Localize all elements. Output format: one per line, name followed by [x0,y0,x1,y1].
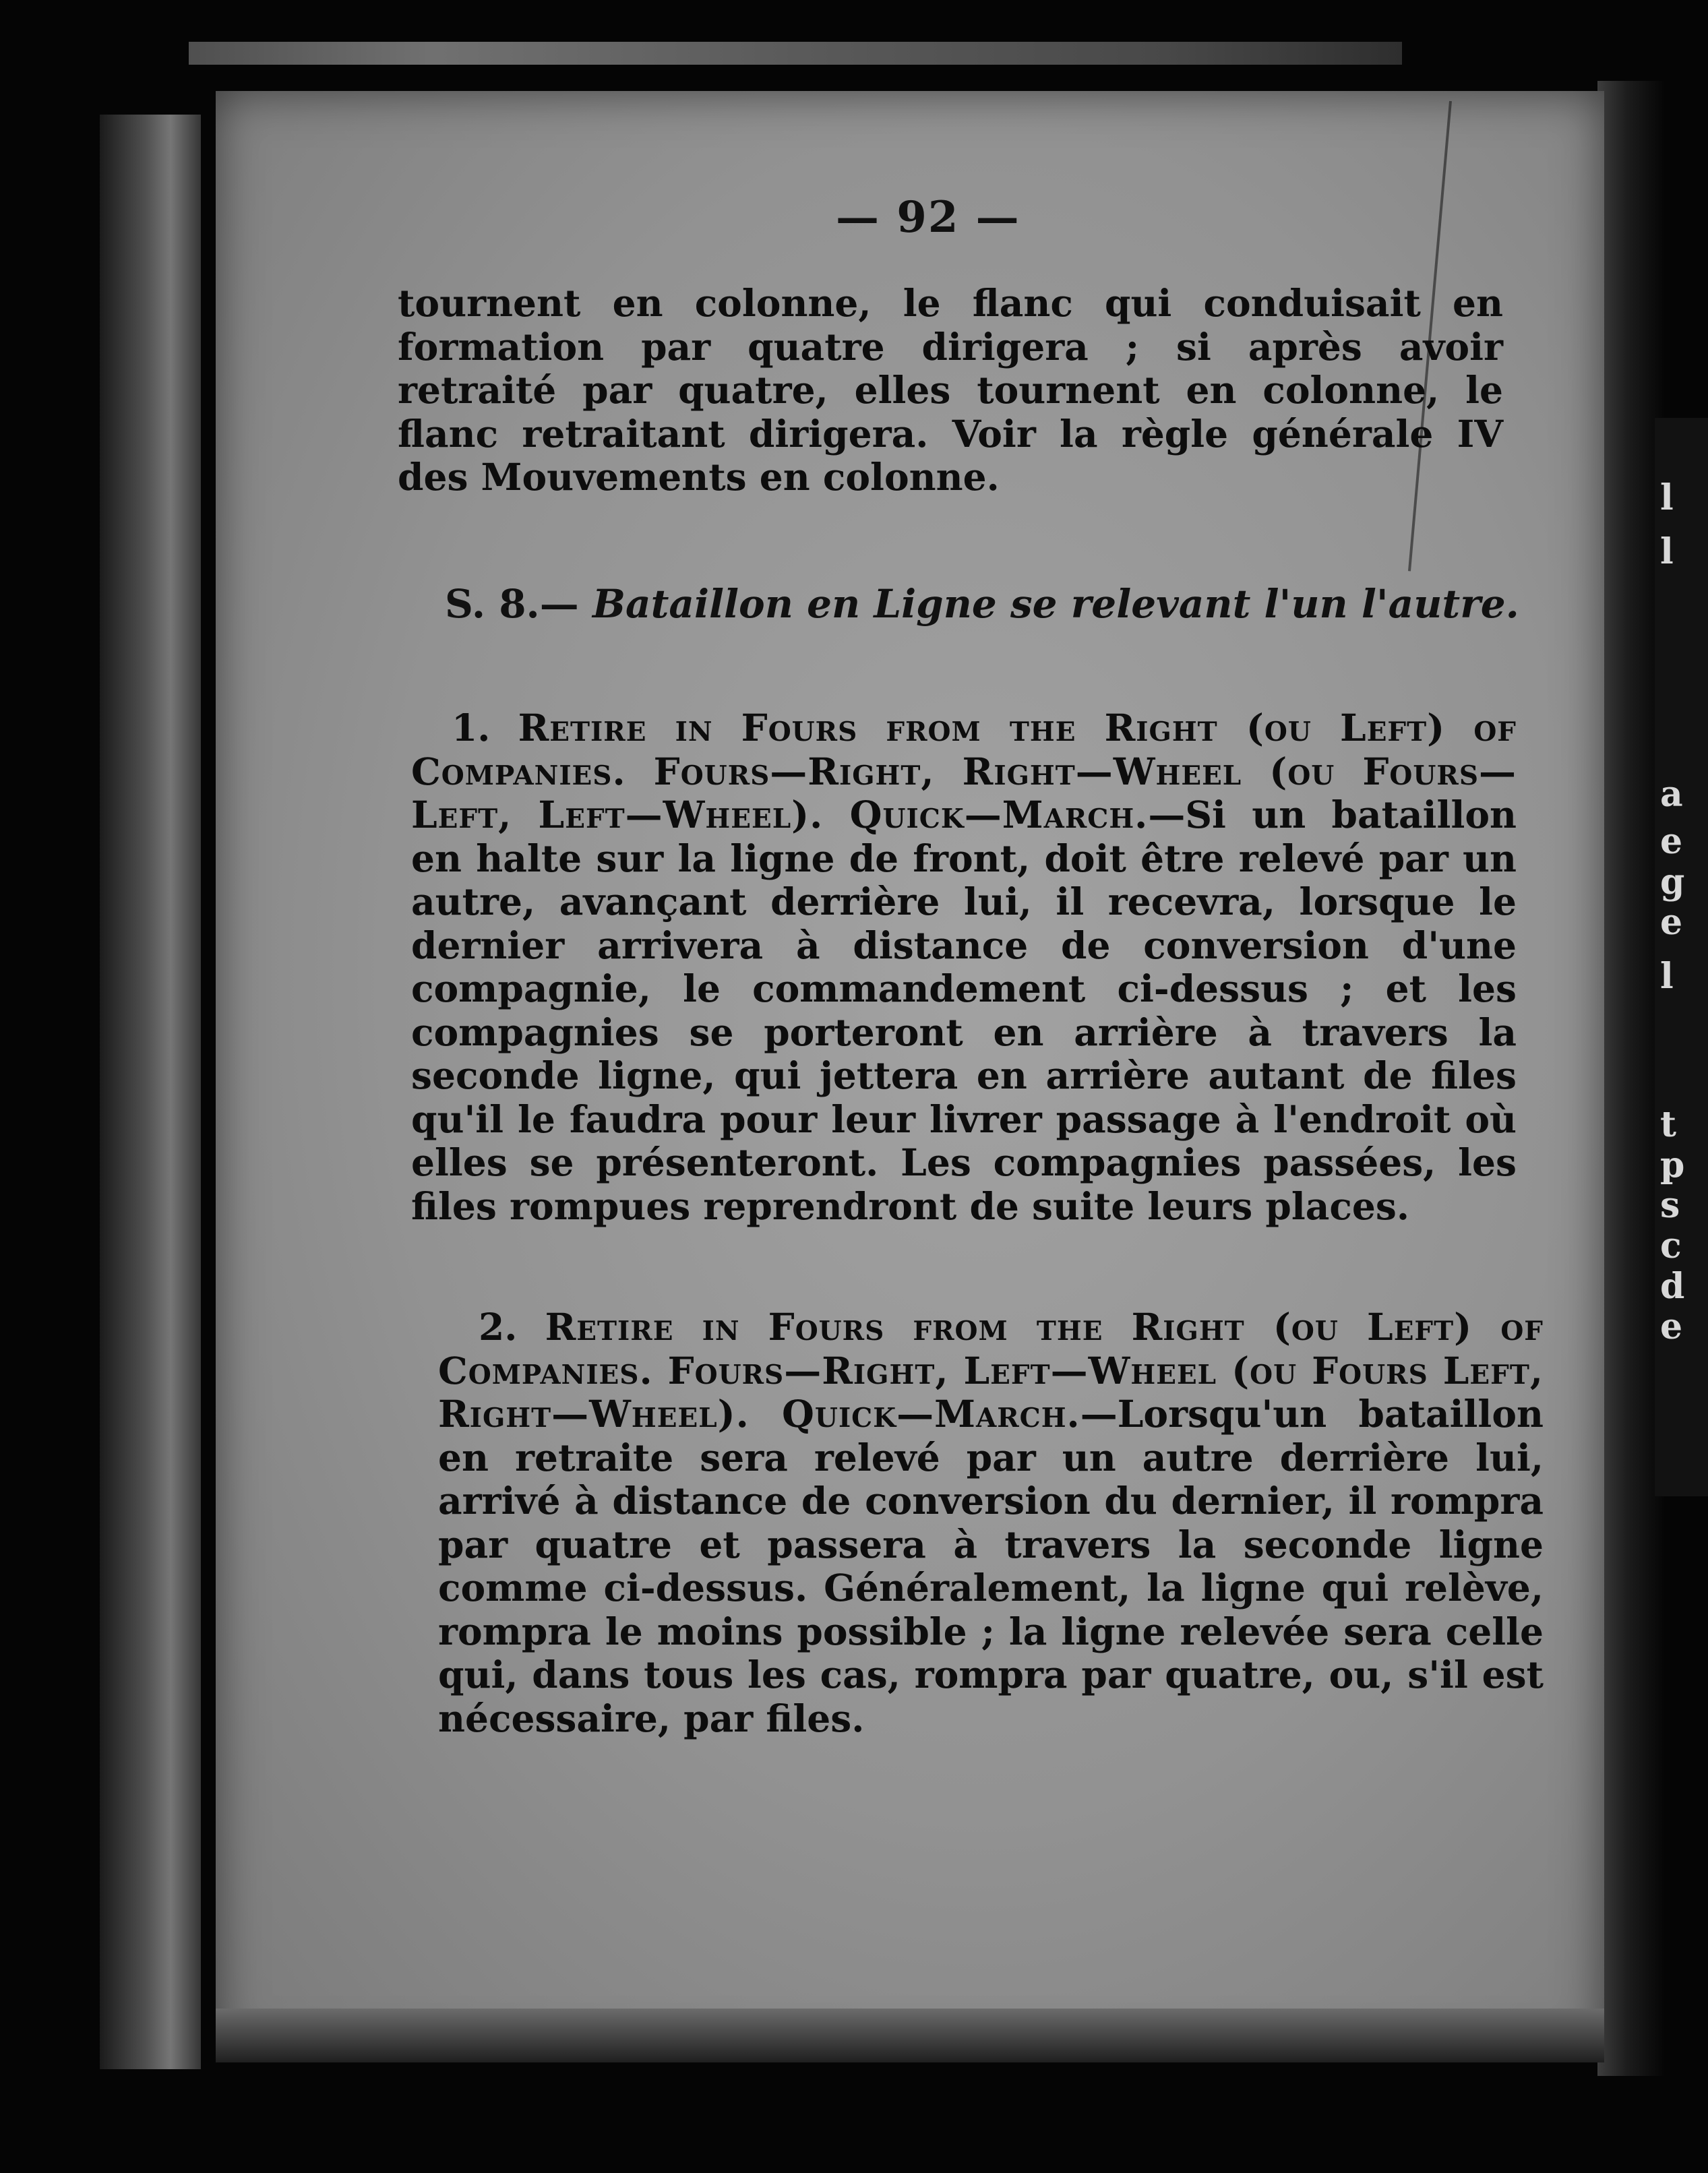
drill-command: Retire in Fours from the Right (ou Left) of Companies. Fours—Right, Left—Wheel (ou Fours Left, Right—Wheel). Quick—March. [438,1305,1544,1436]
drill-command: Retire in Fours from the Right (ou Left) of Companies. Fours—Right, Right—Wheel (ou Fours—Left, Left—Wheel). Quick—March. [411,706,1517,836]
page-number: — 92 — [836,192,1020,243]
page-bottom-edge [216,2009,1604,2062]
book-binding [100,115,201,2069]
section-heading [445,581,1519,627]
facing-page-fragment: e [1660,1306,1683,1347]
facing-page-fragment: c [1660,1225,1682,1266]
item-text: —Lorsqu'un bataillon en retraite sera relevé par un autre derrière lui, arrivé à distance de conversion du dernier, il rompra par quatre et passera à travers la seconde ligne comme ci-dessus. Généralement, la ligne qui relève, rompra le moins possible ; la ligne relevée sera celle qui, dans tous les cas, rompra par quatre, ou, s'il est nécessaire, par files. [438,1392,1544,1740]
facing-page-fragment: a [1660,774,1683,815]
facing-page-fragment: p [1660,1144,1685,1186]
facing-page-fragment: l [1660,531,1674,572]
facing-page-fragment: d [1660,1266,1685,1307]
section-number: S. 8.— [445,581,579,627]
facing-page-fragment: e [1660,821,1683,862]
scan-top-edge [189,42,1402,65]
facing-page-fragment: l [1660,477,1674,518]
facing-page-sliver [1655,418,1708,1496]
item-number: 1. [452,706,491,749]
facing-page-fragment: g [1660,861,1685,902]
facing-page-fragment: s [1660,1185,1680,1226]
item-number: 2. [479,1305,518,1349]
numbered-item-1 [411,706,1517,1228]
item-text: —Si un bataillon en halte sur la ligne de front, doit être relevé par un autre, avançant derrière lui, il recevra, lorsque le dernier arrivera à distance de conversion d'une compagnie, le commandement ci-dessus ; et les compagnies se porteront en arrière à travers la seconde ligne, qui jettera en arrière autant de files qu'il le faudra pour leur livrer passage à l'endroit où elles se présenteront. Les compagnies passées, les files rompues reprendront de suite leurs places. [411,793,1517,1228]
facing-page-fragment: e [1660,902,1683,943]
section-title: Bataillon en Ligne se relevant l'un l'autre. [592,581,1519,627]
numbered-item-2 [438,1306,1544,1740]
facing-page-fragment: t [1660,1104,1677,1145]
paragraph-continuation: tournent en colonne, le flanc qui conduisait en formation par quatre dirigera ; si après avoir retraité par quatre, elles tournent en colonne, le flanc retraitant dirigera. Voir la règle générale IV des Mouvements en colonne. [398,281,1503,499]
facing-page-fragment: l [1660,956,1674,997]
